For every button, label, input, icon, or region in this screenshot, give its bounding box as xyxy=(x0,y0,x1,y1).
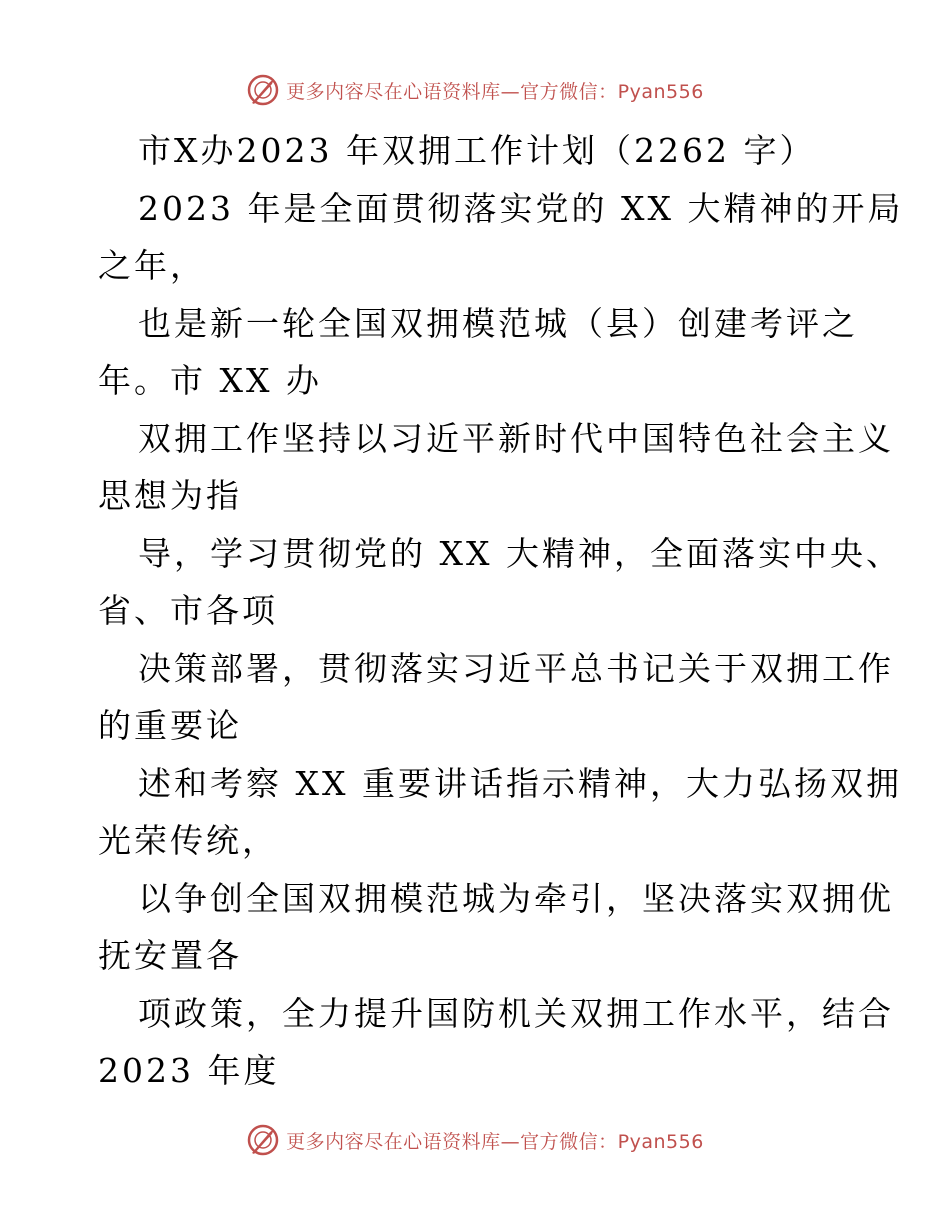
quill-seal-icon xyxy=(246,1123,280,1157)
text-line: 也是新一轮全国双拥模范城（县）创建考评之 xyxy=(138,303,858,343)
text-line: 决策部署，贯彻落实习近平总书记关于双拥工作 xyxy=(138,648,894,688)
text-line: 年。市 XX 办 xyxy=(98,361,322,400)
quill-seal-icon xyxy=(246,73,280,107)
text-line: 思想为指 xyxy=(98,476,242,515)
text-line: 的重要论 xyxy=(98,706,242,745)
header-watermark-banner xyxy=(0,70,950,110)
text-line: 双拥工作坚持以习近平新时代中国特色社会主义 xyxy=(138,418,894,458)
footer-watermark-banner xyxy=(0,1120,950,1160)
text-line: 之年， xyxy=(98,246,206,285)
text-line: 省、市各项 xyxy=(98,591,278,630)
text-line: 抚安置各 xyxy=(98,936,242,975)
text-line: 导，学习贯彻党的 XX 大精神，全面落实中央、 xyxy=(138,533,902,573)
text-line: 2023 年度 xyxy=(98,1051,280,1090)
text-line: 市X办2023 年双拥工作计划（2262 字） xyxy=(138,131,816,170)
text-line: 光荣传统， xyxy=(98,821,278,860)
document-body xyxy=(98,122,904,1100)
text-line: 项政策，全力提升国防机关双拥工作水平，结合 xyxy=(138,993,894,1033)
watermark-text: 更多内容尽在心语资料库—官方微信：Pyan556 xyxy=(286,1130,704,1153)
watermark-text: 更多内容尽在心语资料库—官方微信：Pyan556 xyxy=(286,80,704,103)
text-line: 2023 年是全面贯彻落实党的 XX 大精神的开局 xyxy=(138,188,904,228)
text-line: 以争创全国双拥模范城为牵引，坚决落实双拥优 xyxy=(138,878,894,918)
text-line: 述和考察 XX 重要讲话指示精神，大力弘扬双拥 xyxy=(138,763,902,803)
